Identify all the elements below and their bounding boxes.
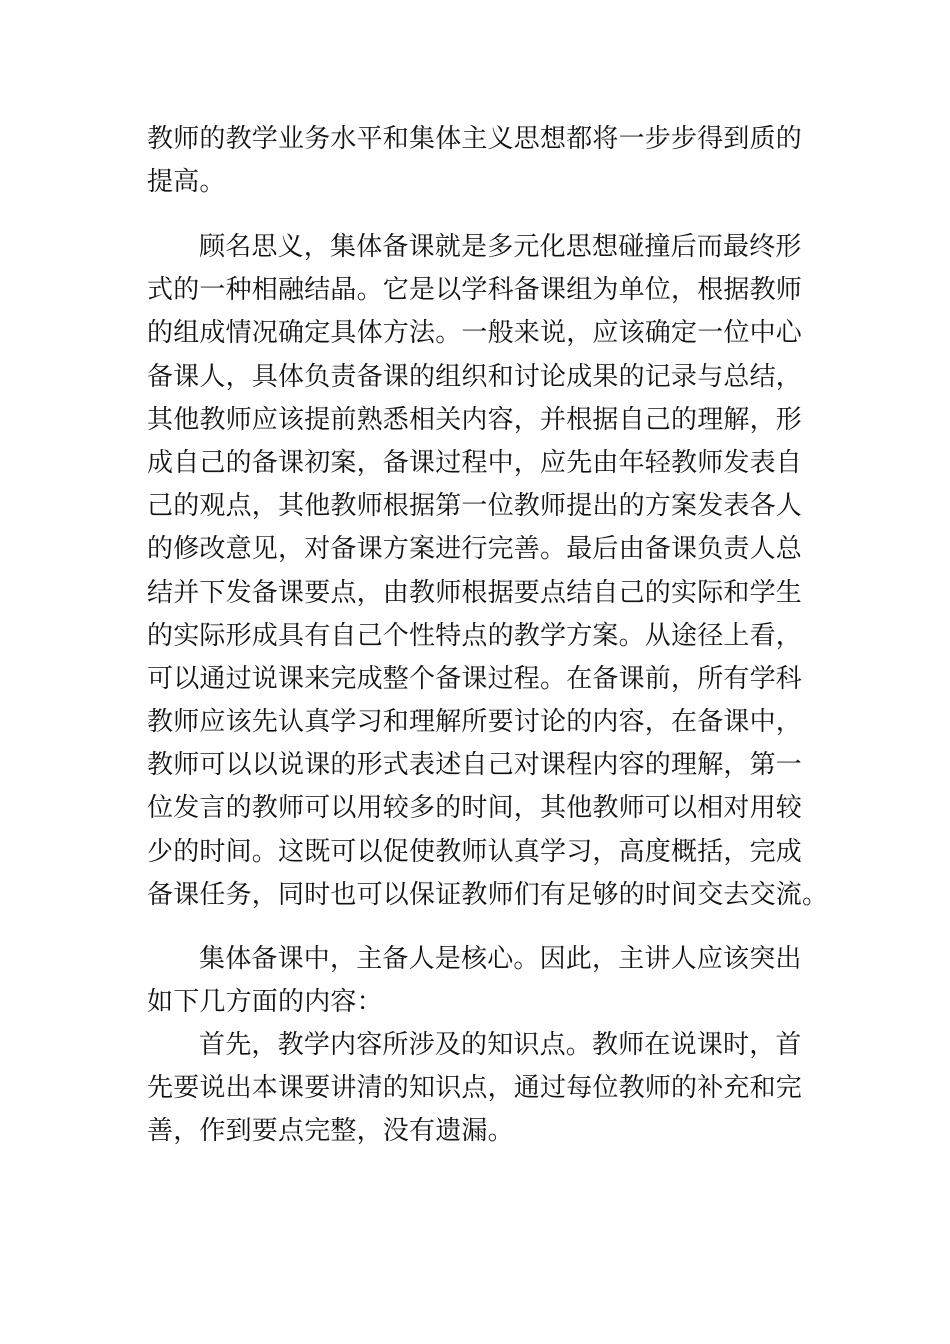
text-line: 集体备课中，主备人是核心。因此，主讲人应该突出 — [199, 944, 802, 974]
text-line: 的组成情况确定具体方法。一般来说，应该确定一位中心 — [147, 318, 803, 349]
text-line: 的实际形成具有自己个性特点的教学方案。从途径上看， — [147, 620, 803, 651]
text-line: 备课人，具体负责备课的组织和讨论成果的记录与总结， — [147, 361, 803, 392]
text-line: 少的时间。这既可以促使教师认真学习，高度概括，完成 — [147, 836, 803, 867]
text-line: 成自己的备课初案，备课过程中，应先由年轻教师发表自 — [147, 447, 803, 478]
text-line: 可以通过说课来完成整个备课过程。在备课前，所有学科 — [147, 663, 803, 694]
text-line: 式的一种相融结晶。它是以学科备课组为单位，根据教师 — [147, 275, 803, 306]
paragraph-3 — [147, 938, 802, 1024]
paragraph-2 — [147, 226, 829, 917]
text-line: 顾名思义，集体备课就是多元化思想碰撞后而最终形 — [199, 232, 802, 262]
text-line: 己的观点，其他教师根据第一位教师提出的方案发表各人 — [147, 491, 803, 522]
text-line: 其他教师应该提前熟悉相关内容，并根据自己的理解，形 — [147, 404, 803, 435]
text-line: 结并下发备课要点，由教师根据要点结自己的实际和学生 — [147, 577, 803, 608]
paragraph-1 — [147, 118, 803, 204]
text-line: 教师可以以说课的形式表述自己对课程内容的理解，第一 — [147, 750, 803, 781]
text-line: 善，作到要点完整，没有遗漏。 — [147, 1116, 514, 1147]
text-line: 教师的教学业务水平和集体主义思想都将一步步得到质的 — [147, 124, 803, 154]
text-line: 先要说出本课要讲清的知识点，通过每位教师的补充和完 — [147, 1073, 803, 1104]
text-line: 首先，教学内容所涉及的知识点。教师在说课时，首 — [199, 1030, 802, 1060]
text-line: 如下几方面的内容： — [147, 987, 383, 1018]
text-line: 备课任务，同时也可以保证教师们有足够的时间交去交流。 — [147, 879, 829, 910]
text-line: 教师应该先认真学习和理解所要讨论的内容，在备课中， — [147, 707, 803, 738]
paragraph-4 — [147, 1024, 803, 1154]
text-line: 位发言的教师可以用较多的时间，其他教师可以相对用较 — [147, 793, 803, 824]
text-line: 提高。 — [147, 167, 226, 198]
text-line: 的修改意见，对备课方案进行完善。最后由备课负责人总 — [147, 534, 803, 565]
